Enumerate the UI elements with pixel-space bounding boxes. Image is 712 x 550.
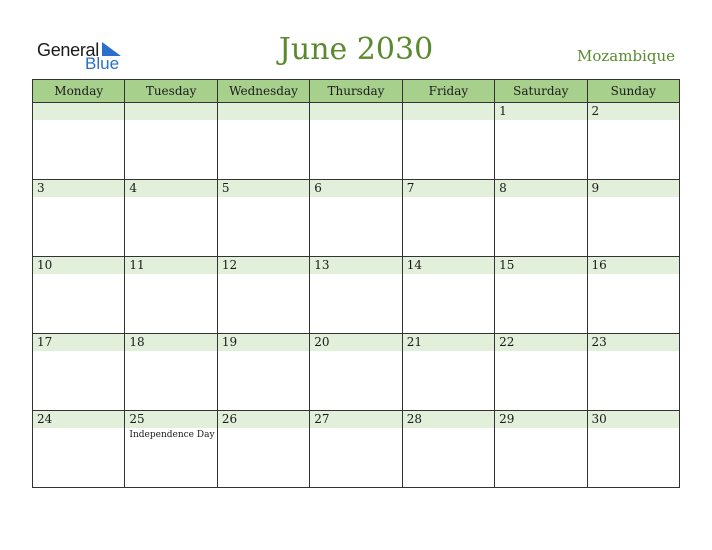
logo-text-general: General [37, 40, 99, 60]
calendar-day-cell [310, 180, 402, 257]
calendar-day-cell [310, 334, 402, 411]
day-number: 4 [129, 181, 138, 195]
day-number: 16 [591, 258, 607, 272]
day-number-band [125, 103, 216, 120]
calendar-day-cell [402, 180, 494, 257]
weekday-header-row [33, 80, 680, 103]
day-number-band [218, 180, 309, 197]
day-number: 23 [591, 335, 607, 349]
day-number: 7 [406, 181, 415, 195]
calendar-day-cell [125, 334, 217, 411]
day-number: 26 [221, 412, 238, 426]
calendar-day-cell [217, 180, 309, 257]
weekday-wednesday: Wednesday [217, 80, 309, 103]
holiday-label: Independence Day [129, 430, 215, 440]
calendar-day-cell [587, 257, 679, 334]
calendar-week-row [33, 334, 680, 411]
day-number-band [310, 180, 401, 197]
calendar-day-cell [587, 334, 679, 411]
day-number-band [403, 180, 494, 197]
day-number-band [588, 103, 679, 120]
day-number: 8 [499, 181, 507, 195]
day-number: 12 [221, 258, 238, 272]
country-label: Mozambique [577, 47, 675, 65]
day-number-band [33, 180, 124, 197]
day-number-band [310, 103, 401, 120]
day-number-band [125, 180, 216, 197]
day-number: 13 [314, 258, 330, 272]
day-number: 15 [499, 258, 515, 272]
weekday-thursday: Thursday [310, 80, 402, 103]
day-number-band [218, 103, 309, 120]
calendar-week-row [33, 103, 680, 180]
day-number: 28 [406, 412, 422, 426]
weekday-friday: Friday [402, 80, 494, 103]
weekday-sunday: Sunday [587, 80, 679, 103]
calendar-day-cell [33, 180, 125, 257]
weekday-tuesday: Tuesday [125, 80, 217, 103]
calendar-day-cell [495, 334, 587, 411]
day-number: 24 [37, 412, 53, 426]
day-number: 14 [406, 258, 422, 272]
calendar-day-cell [310, 257, 402, 334]
logo-text-blue: Blue [85, 54, 120, 73]
day-number: 17 [37, 335, 53, 349]
calendar-week-row [33, 180, 680, 257]
calendar-week-row [33, 257, 680, 334]
calendar-grid [32, 79, 680, 488]
day-number-band [33, 103, 124, 120]
calendar-day-cell [587, 180, 679, 257]
weekday-monday: Monday [33, 80, 125, 103]
day-number: 19 [221, 335, 238, 349]
day-number: 22 [499, 335, 515, 349]
calendar-day-cell [33, 103, 125, 180]
calendar-day-cell [402, 411, 494, 488]
day-number: 21 [406, 335, 422, 349]
day-number: 1 [499, 104, 507, 118]
day-number: 18 [129, 335, 145, 349]
calendar-day-cell [217, 103, 309, 180]
calendar-day-cell [310, 103, 402, 180]
calendar-day-cell [402, 257, 494, 334]
calendar-day-cell [33, 334, 125, 411]
day-number-band [588, 180, 679, 197]
calendar-day-cell [495, 103, 587, 180]
day-number: 27 [314, 412, 330, 426]
day-number: 25 [129, 412, 145, 426]
calendar-day-cell [495, 180, 587, 257]
calendar-day-cell [587, 103, 679, 180]
day-number: 2 [591, 104, 600, 118]
day-number: 5 [221, 181, 230, 195]
day-number-band [403, 103, 494, 120]
day-number: 3 [37, 181, 45, 195]
calendar-day-cell [495, 411, 587, 488]
day-number: 10 [37, 258, 53, 272]
day-number: 6 [314, 181, 322, 195]
calendar-day-cell [402, 334, 494, 411]
calendar-day-cell [33, 411, 125, 488]
calendar-day-cell [310, 411, 402, 488]
day-number: 9 [591, 181, 600, 195]
calendar-day-cell [125, 257, 217, 334]
day-number-band [495, 103, 586, 120]
calendar-day-cell [495, 257, 587, 334]
day-number-band [495, 180, 586, 197]
calendar-day-cell [125, 180, 217, 257]
calendar-day-cell [125, 411, 217, 488]
calendar-week-row [33, 411, 680, 488]
day-number: 20 [314, 335, 330, 349]
page-title: June 2030 [278, 32, 434, 67]
day-number: 30 [591, 412, 607, 426]
calendar-day-cell [217, 334, 309, 411]
calendar-day-cell [125, 103, 217, 180]
day-number: 29 [499, 412, 515, 426]
calendar-day-cell [217, 411, 309, 488]
weekday-saturday: Saturday [495, 80, 587, 103]
calendar-day-cell [217, 257, 309, 334]
day-number: 11 [129, 258, 145, 272]
calendar-day-cell [402, 103, 494, 180]
calendar-day-cell [33, 257, 125, 334]
calendar-day-cell [587, 411, 679, 488]
